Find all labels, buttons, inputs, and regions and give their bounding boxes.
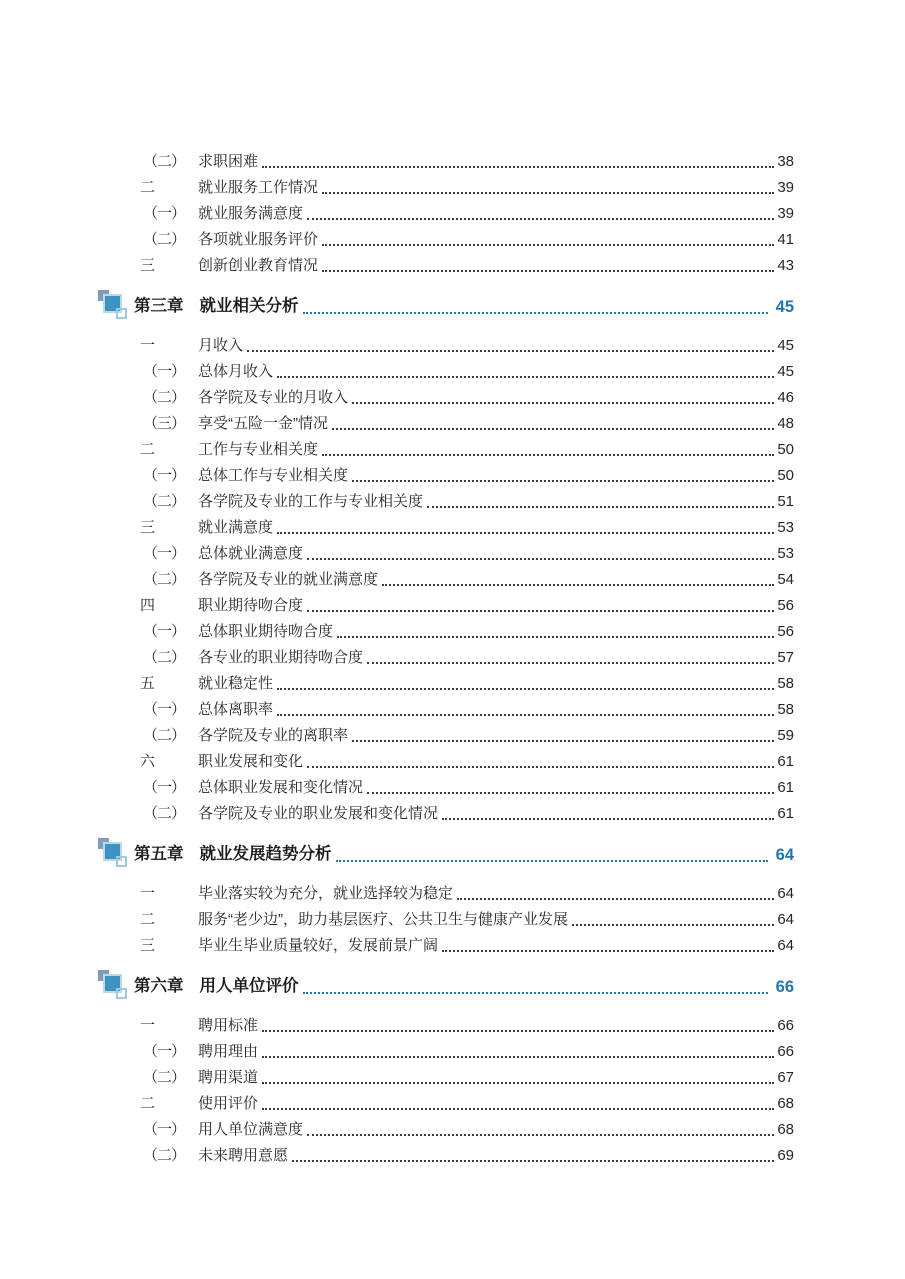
entry-number: （一） xyxy=(143,363,186,380)
entry-page-number: 39 xyxy=(777,205,794,222)
toc-entry[interactable] xyxy=(98,224,794,250)
entry-title: 用人单位评价 xyxy=(199,977,299,995)
entry-number: 一 xyxy=(140,885,156,902)
dotted-leader xyxy=(277,376,774,378)
entry-page-number: 64 xyxy=(775,846,794,864)
entry-title: 聘用渠道 xyxy=(198,1069,259,1086)
entry-number: （一） xyxy=(143,623,186,640)
entry-title: 职业发展和变化 xyxy=(198,753,304,770)
dotted-leader xyxy=(277,714,774,716)
entry-title: 各学院及专业的工作与专业相关度 xyxy=(198,493,424,510)
entry-title: 享受“五险一金”情况 xyxy=(198,415,328,432)
chapter-squares-icon xyxy=(98,290,130,322)
toc-entry[interactable] xyxy=(98,564,794,590)
entry-page-number: 66 xyxy=(775,978,794,996)
entry-title: 职业期待吻合度 xyxy=(198,597,304,614)
entry-page-number: 50 xyxy=(777,467,794,484)
entry-page-number: 48 xyxy=(777,415,794,432)
entry-number: 二 xyxy=(140,1095,156,1112)
table-of-contents xyxy=(98,146,794,1166)
sq-outline-shape xyxy=(116,856,127,867)
toc-entry[interactable] xyxy=(98,330,794,356)
entry-number: （二） xyxy=(143,231,186,248)
entry-title: 服务“老少边”，助力基层医疗、公共卫生与健康产业发展 xyxy=(198,911,568,928)
entry-number: 第三章 xyxy=(134,297,184,315)
toc-entry[interactable] xyxy=(98,772,794,798)
dotted-leader xyxy=(307,610,774,612)
entry-page-number: 45 xyxy=(775,298,794,316)
toc-entry[interactable] xyxy=(98,616,794,642)
entry-number: 五 xyxy=(140,675,156,692)
entry-number: 六 xyxy=(140,753,156,770)
dotted-leader xyxy=(307,218,774,220)
entry-page-number: 43 xyxy=(777,257,794,274)
dotted-leader xyxy=(322,244,774,246)
toc-entry[interactable] xyxy=(98,1010,794,1036)
entry-page-number: 64 xyxy=(777,911,794,928)
toc-entry[interactable] xyxy=(98,1140,794,1166)
entry-title: 毕业落实较为充分，就业选择较为稳定 xyxy=(198,885,454,902)
toc-entry[interactable] xyxy=(98,904,794,930)
entry-page-number: 54 xyxy=(777,571,794,588)
entry-page-number: 39 xyxy=(777,179,794,196)
toc-chapter-entry[interactable] xyxy=(98,290,794,322)
dotted-leader xyxy=(262,1056,774,1058)
entry-title: 就业满意度 xyxy=(198,519,274,536)
entry-number: 一 xyxy=(140,337,156,354)
entry-page-number: 61 xyxy=(777,779,794,796)
dotted-leader xyxy=(262,1030,774,1032)
dotted-leader xyxy=(307,766,774,768)
entry-number: 四 xyxy=(140,597,156,614)
entry-number: 二 xyxy=(140,179,156,196)
entry-title: 未来聘用意愿 xyxy=(198,1147,289,1164)
chapter-squares-icon xyxy=(98,838,130,870)
toc-entry[interactable] xyxy=(98,720,794,746)
dotted-leader xyxy=(322,454,774,456)
toc-entry[interactable] xyxy=(98,1088,794,1114)
entry-page-number: 51 xyxy=(777,493,794,510)
toc-entry[interactable] xyxy=(98,878,794,904)
entry-title: 求职困难 xyxy=(198,153,259,170)
entry-title: 总体就业满意度 xyxy=(198,545,304,562)
entry-title: 就业发展趋势分析 xyxy=(199,845,332,863)
toc-entry[interactable] xyxy=(98,356,794,382)
toc-entry[interactable] xyxy=(98,198,794,224)
toc-entry[interactable] xyxy=(98,694,794,720)
chapter-squares-icon xyxy=(98,970,130,1002)
entry-title: 就业服务工作情况 xyxy=(198,179,319,196)
entry-page-number: 66 xyxy=(777,1043,794,1060)
entry-number: （二） xyxy=(143,1147,186,1164)
entry-number: （二） xyxy=(143,805,186,822)
toc-entry[interactable] xyxy=(98,250,794,276)
dotted-leader xyxy=(457,898,774,900)
dotted-leader xyxy=(352,402,774,404)
toc-entry[interactable] xyxy=(98,668,794,694)
dotted-leader xyxy=(307,1134,774,1136)
toc-chapter-entry[interactable] xyxy=(98,838,794,870)
dotted-leader xyxy=(277,532,774,534)
entry-page-number: 41 xyxy=(777,231,794,248)
toc-entry[interactable] xyxy=(98,408,794,434)
dotted-leader xyxy=(322,192,774,194)
entry-title: 就业稳定性 xyxy=(198,675,274,692)
entry-page-number: 58 xyxy=(777,701,794,718)
entry-number: （二） xyxy=(143,649,186,666)
entry-page-number: 45 xyxy=(777,363,794,380)
entry-number: （二） xyxy=(143,153,186,170)
dotted-leader xyxy=(262,1082,774,1084)
entry-number: （一） xyxy=(143,545,186,562)
dotted-leader xyxy=(247,350,774,352)
dotted-leader xyxy=(262,1108,774,1110)
entry-page-number: 59 xyxy=(777,727,794,744)
dotted-leader xyxy=(427,506,774,508)
toc-entry[interactable] xyxy=(98,1062,794,1088)
entry-page-number: 61 xyxy=(777,753,794,770)
dotted-leader xyxy=(352,480,774,482)
dotted-leader xyxy=(367,662,774,664)
entry-number: 第五章 xyxy=(134,845,184,863)
dotted-leader xyxy=(352,740,774,742)
sq-outline-shape xyxy=(116,988,127,999)
entry-title: 总体离职率 xyxy=(198,701,274,718)
entry-number: （二） xyxy=(143,727,186,744)
entry-title: 总体职业发展和变化情况 xyxy=(198,779,364,796)
dotted-leader xyxy=(277,688,774,690)
toc-entry[interactable] xyxy=(98,486,794,512)
entry-title: 就业服务满意度 xyxy=(198,205,304,222)
entry-number: （三） xyxy=(143,415,186,432)
entry-page-number: 53 xyxy=(777,519,794,536)
entry-title: 就业相关分析 xyxy=(199,297,299,315)
dotted-leader xyxy=(303,312,768,314)
entry-title: 各学院及专业的月收入 xyxy=(198,389,349,406)
dotted-leader xyxy=(442,818,774,820)
entry-page-number: 53 xyxy=(777,545,794,562)
entry-page-number: 58 xyxy=(777,675,794,692)
entry-page-number: 68 xyxy=(777,1095,794,1112)
toc-entry[interactable] xyxy=(98,146,794,172)
toc-entry[interactable] xyxy=(98,538,794,564)
entry-page-number: 64 xyxy=(777,937,794,954)
entry-title: 聘用标准 xyxy=(198,1017,259,1034)
entry-page-number: 68 xyxy=(777,1121,794,1138)
toc-entry[interactable] xyxy=(98,642,794,668)
entry-title: 毕业生毕业质量较好，发展前景广阔 xyxy=(198,937,439,954)
entry-number: 三 xyxy=(140,519,156,536)
entry-page-number: 69 xyxy=(777,1147,794,1164)
entry-title: 各学院及专业的职业发展和变化情况 xyxy=(198,805,439,822)
toc-entry[interactable] xyxy=(98,1036,794,1062)
entry-number: （一） xyxy=(143,701,186,718)
entry-page-number: 64 xyxy=(777,885,794,902)
entry-title: 总体职业期待吻合度 xyxy=(198,623,334,640)
entry-number: （二） xyxy=(143,389,186,406)
entry-page-number: 46 xyxy=(777,389,794,406)
entry-number: 第六章 xyxy=(134,977,184,995)
entry-title: 聘用理由 xyxy=(198,1043,259,1060)
toc-entry[interactable] xyxy=(98,460,794,486)
sq-outline-shape xyxy=(116,308,127,319)
entry-title: 各专业的职业期待吻合度 xyxy=(198,649,364,666)
entry-title: 月收入 xyxy=(198,337,244,354)
entry-page-number: 56 xyxy=(777,597,794,614)
entry-number: 二 xyxy=(140,911,156,928)
toc-entry[interactable] xyxy=(98,746,794,772)
toc-entry[interactable] xyxy=(98,172,794,198)
toc-entry[interactable] xyxy=(98,434,794,460)
entry-title: 用人单位满意度 xyxy=(198,1121,304,1138)
dotted-leader xyxy=(442,950,774,952)
entry-title: 工作与专业相关度 xyxy=(198,441,319,458)
toc-entry[interactable] xyxy=(98,590,794,616)
entry-title: 总体工作与专业相关度 xyxy=(198,467,349,484)
entry-page-number: 67 xyxy=(777,1069,794,1086)
entry-number: （一） xyxy=(143,205,186,222)
entry-number: 一 xyxy=(140,1017,156,1034)
dotted-leader xyxy=(292,1160,774,1162)
dotted-leader xyxy=(322,270,774,272)
dotted-leader xyxy=(307,558,774,560)
entry-number: 二 xyxy=(140,441,156,458)
dotted-leader xyxy=(382,584,774,586)
entry-title: 使用评价 xyxy=(198,1095,259,1112)
entry-page-number: 45 xyxy=(777,337,794,354)
dotted-leader xyxy=(303,992,768,994)
entry-title: 各学院及专业的就业满意度 xyxy=(198,571,379,588)
toc-entry[interactable] xyxy=(98,1114,794,1140)
entry-title: 各学院及专业的离职率 xyxy=(198,727,349,744)
dotted-leader xyxy=(337,636,774,638)
entry-page-number: 38 xyxy=(777,153,794,170)
dotted-leader xyxy=(336,860,768,862)
entry-page-number: 66 xyxy=(777,1017,794,1034)
toc-entry[interactable] xyxy=(98,382,794,408)
entry-number: （二） xyxy=(143,571,186,588)
dotted-leader xyxy=(332,428,774,430)
entry-number: （一） xyxy=(143,779,186,796)
entry-title: 创新创业教育情况 xyxy=(198,257,319,274)
entry-number: （二） xyxy=(143,493,186,510)
entry-number: （一） xyxy=(143,467,186,484)
entry-number: （二） xyxy=(143,1069,186,1086)
entry-number: （一） xyxy=(143,1043,186,1060)
toc-chapter-entry[interactable] xyxy=(98,970,794,1002)
entry-title: 总体月收入 xyxy=(198,363,274,380)
entry-title: 各项就业服务评价 xyxy=(198,231,319,248)
dotted-leader xyxy=(262,166,774,168)
entry-page-number: 61 xyxy=(777,805,794,822)
entry-number: 三 xyxy=(140,257,156,274)
dotted-leader xyxy=(367,792,774,794)
toc-entry[interactable] xyxy=(98,798,794,824)
entry-page-number: 57 xyxy=(777,649,794,666)
toc-entry[interactable] xyxy=(98,512,794,538)
entry-number: （一） xyxy=(143,1121,186,1138)
entry-page-number: 56 xyxy=(777,623,794,640)
toc-entry[interactable] xyxy=(98,930,794,956)
entry-number: 三 xyxy=(140,937,156,954)
entry-page-number: 50 xyxy=(777,441,794,458)
dotted-leader xyxy=(572,924,774,926)
